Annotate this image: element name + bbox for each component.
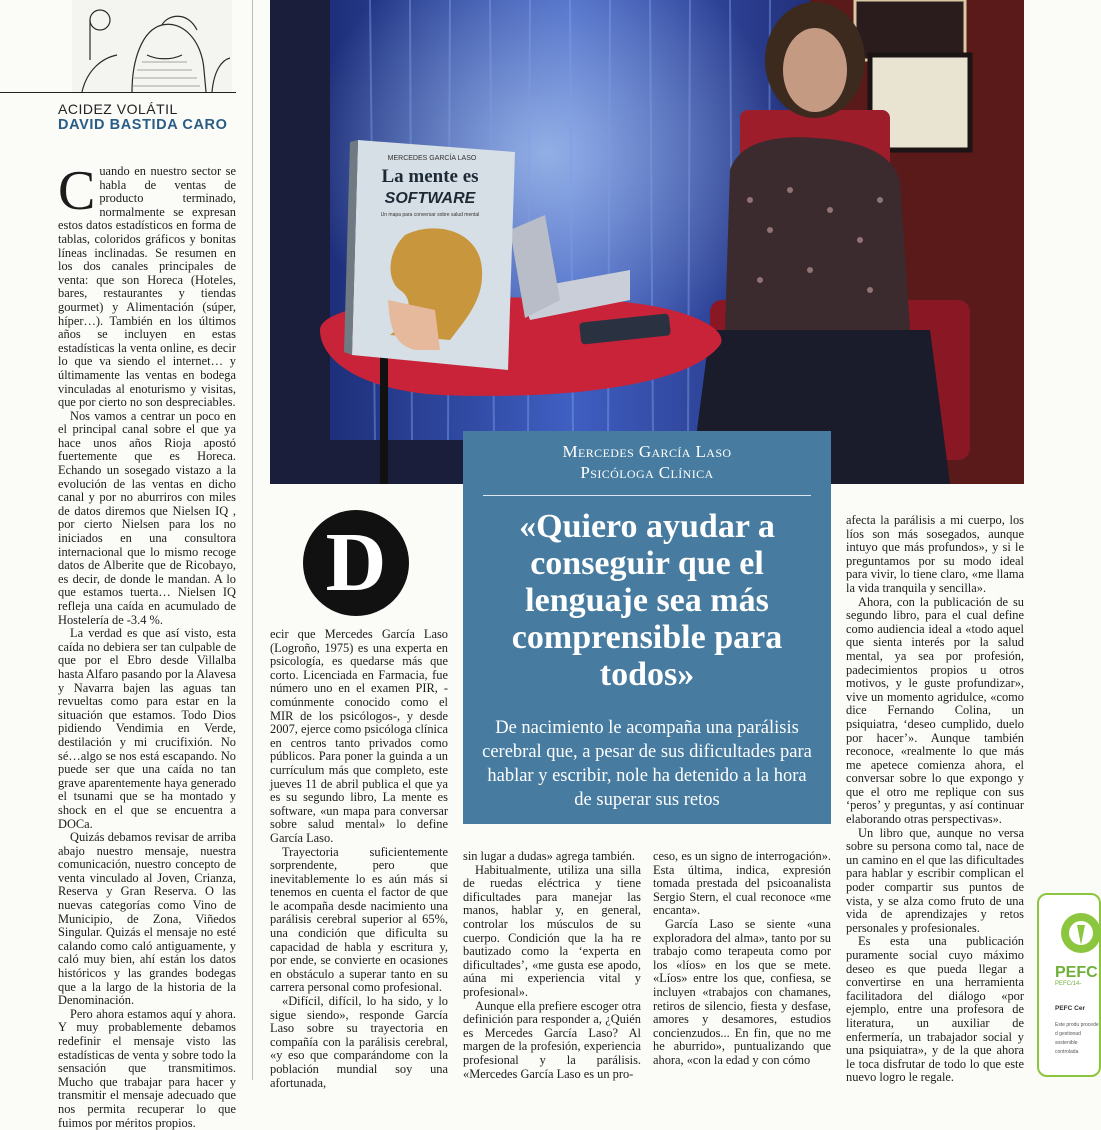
feature-kicker: [463, 441, 831, 483]
paragraph: La verdad es que así visto, esta caída no debiera ser tan culpable de que por el Ebro desde Villalba hasta Alfaro pasando por la Alavesa y Navarra bajen las aguas tan revueltas como para estar en la situación que estamos. Todo Dios pidiendo Vendimia en Verde, destilación y mi crucifixión. No sé…algo se nos está escapando. No puede ser que una caída no tan grave aparentemente haya generado el tsunami que se ha montado y shock en el que se encuentra a DOCa.: [58, 626, 236, 831]
pefc-cert: PEFC Cer: [1055, 1005, 1085, 1012]
interviewee-role: Psicóloga Clínica: [580, 463, 714, 482]
paragraph: afecta la parálisis a mi cuerpo, los líos son más sosegados, aunque intuyo que más profundos», y si le preguntamos por su modo ideal para vivir, lo tiene claro, «me llama la vida tranquila y sencilla».: [846, 513, 1024, 595]
paragraph: García Laso se siente «una exploradora del alma», tanto por su trabajo como terapeuta como por los «líos» en los que se mete. «Líos» entre los que, confiesa, se incluyen «trabajos con chamanes, retiros de silencio, fiesta y desfase, amores y desamores, estudios concienzudos... En fin, que no me he aburrido», puntualizando que ahora, «con la edad y con cómo: [653, 916, 831, 1067]
feature-photo: [270, 0, 1024, 484]
feature-drop-cap: D: [303, 510, 409, 616]
author-caricature: [72, 0, 232, 92]
paragraph: ceso, es un signo de interrogación». Esta última, indica, expresión tomada prestada del psicoanalista Sergio Stern, el cual reconoce «me encanta».: [653, 849, 831, 918]
pefc-tree-icon: [1055, 911, 1099, 961]
book-title-line2: SOFTWARE: [384, 190, 476, 207]
feature-header-box: [463, 431, 831, 824]
byline-rule: [0, 92, 236, 93]
paragraph: Aunque ella prefiere escoger otra definición para responder a, ¿Quién es Mercedes García Laso? Al margen de la profesión, experiencia profesional y la parálisis. «Mercedes García Laso es un pro-: [463, 998, 641, 1081]
paragraph: uando en nuestro sector se habla de ventas de producto terminado, normalmente se expresan estos datos estadísticos en forma de tablas, coloridos gráficos y bonitas líneas inclinadas. Se resumen en los dos canales principales de venta: que son Horeca (Hoteles, bares, restaurantes y tiendas gourmet) y Alimentación (súper, híper…). También en los últimos años se incluyen en estas estadísticas la venta online, es decir lo que va siendo el internet… y últimamente las ventas en bodega vinculadas al enoturismo y visitas, que por cierto no son despreciables.: [58, 164, 236, 410]
column-separator: [252, 0, 253, 1080]
pefc-badge: [1037, 893, 1101, 1077]
opinion-column: [58, 160, 236, 1130]
paragraph: ecir que Mercedes García Laso (Logroño, 1975) es una experta en psicología, es quedarse más que corto. Licenciada en Farmacia, fue número uno en el examen PIR, - comúnmente conocido como el MIR de los psicólogos-, y desde 2007, ejerce como psicóloga clínica en centros tanto privados como públicos. Para poner la guinda a un currículum más que completo, este jueves 11 de abril publica el que ya es su segundo libro, La mente es software, «un mapa para conversar sobre salud mental» lo define García Laso.: [270, 627, 448, 845]
feature-deck: De nacimiento le acompaña una parálisis cerebral que, a pesar de sus dificultades para hablar y escribir, nole ha detenido a la hora de superar sus retos: [482, 718, 812, 810]
book-subtitle: Un mapa para conversar sobre salud mental: [380, 212, 480, 218]
interviewee-name: Mercedes García Laso: [562, 442, 732, 461]
paragraph: Un libro que, aunque no versa sobre su persona como tal, nace de un camino en el que las dificultades para hablar y escribir complican el poder compartir sus puntos de vista, y se alza como fruto de una vida de aprendizajes y retos personales y profesionales.: [846, 825, 1024, 935]
book-cover-image: [344, 140, 515, 370]
paragraph: Nos vamos a centrar un poco en el principal canal sobre el que ya hace unos años Rioja apostó fuertemente que es Horeca. Echando un sosegado vistazo a la evolución de las ventas en dicho canal y por no aburriros con miles de datos diremos que Nielsen IQ , por cierto Nielsen para los no iniciados en una consultora internacional que lo mismo recoge datos de Alberite que de Ricobayo, es decir, de donde le mandan. A lo que estamos tuerta… Nielsen IQ refleja una caída en acumulado de Hostelería de -3.4 %.: [58, 408, 236, 627]
feature-column-3: [653, 850, 831, 1068]
paragraph: Ahora, con la publicación de su segundo libro, para el cual define como audiencia ideal a «todo aquel que sienta interés por la salud mental, ya sea por profesión, padecimientos propios u otros motivos, y le guste profundizar», vive un momento agridulce, «como dice Fernando Colina, un psiquiatra, ‘deseo cumplido, duelo por hacer’». Aunque también reconoce, «realmente lo que más me apetece comienza ahora, el conversar sobre lo que expongo y que el otro me replique con sus ‘peros’ y preguntas, y así continuar elaborando otras perspectivas».: [846, 594, 1024, 827]
opinion-drop-cap: C: [58, 160, 96, 222]
pefc-name: PEFC: [1055, 964, 1098, 981]
feature-column-1: [270, 628, 448, 1090]
kicker-rule: [483, 495, 811, 496]
book-title-line1: La mente es: [381, 166, 479, 187]
paragraph: Es esta una publicación puramente social cuyo máximo deseo es que pueda llegar a convertirse en una herramienta facilitadora del diálogo «por ejemplo, entre una profesora de literatura, un auxiliar de enfermería, un trabajador social y una psiquiatra», y de la que ahora le toca disfrutar de todo lo que este nuevo logro le regale.: [846, 934, 1024, 1085]
pefc-code: PEFC/14-: [1055, 981, 1082, 987]
paragraph: Trayectoria suficientemente sorprendente, pero que inevitablemente lo es aún más si tenemos en cuenta el factor de que le acompaña desde nacimiento una parálisis cerebral superior al 65%, una condición que dificulta su capacidad de habla y escritura y, por ende, se convierte en ocasiones en obstáculo a superar tanto en su carrera personal como profesional.: [270, 844, 448, 995]
paragraph: sin lugar a dudas» agrega también.: [463, 849, 636, 863]
paragraph: Quizás debamos revisar de arriba abajo nuestro mensaje, nuestra comunicación, nuestro concepto de venta vinculado al Joven, Crianza, Reserva y Gran Reserva. O las nuevas categorías como Vino de Municipio, de Zona, Viñedos Singular. Quizás el mensaje no esté calando como caló antiguamente, y caló muy bien, ahí están los datos históricos y las grandes bodegas que a la largo de la historia de la Denominación.: [58, 830, 236, 1008]
paragraph: «Difícil, difícil, lo ha sido, y lo sigue siendo», responde García Laso sobre su trayectoria en compañía con la parálisis cerebral, «y eso que comparándome con la población mundial soy una afortunada,: [270, 994, 448, 1090]
paragraph: Habitualmente, utiliza una silla de ruedas eléctrica y tiene dificultades para manejar las manos, hablar y, en general, controlar los músculos de su cuerpo. Condición que la ha re bautizado como la ‘experta en dificultades’, «me gusta ese apodo, aúna mi experiencia vital y profesional».: [463, 862, 641, 999]
paragraph: Pero ahora estamos aquí y ahora. Y muy probablemente debamos redefinir el mensaje visto las estadísticas de venta y sobre todo la sensación que transmitimos. Mucho que trabajar para hacer y transmitir el mensaje adecuado que nos permita recuperar lo que fuimos por méritos propios.: [58, 1006, 236, 1130]
author-name: DAVID BASTIDA CARO: [58, 117, 228, 133]
feature-column-4: [846, 514, 1024, 1085]
section-label: ACIDEZ VOLÁTIL: [58, 101, 178, 117]
feature-headline: «Quiero ayudar a conseguir que el lenguaje sea más comprensible para todos»: [511, 508, 783, 693]
book-author: MERCEDES GARCÍA LASO: [387, 155, 477, 162]
feature-column-2: [463, 850, 641, 1081]
pefc-notice: Este produ procede d gestionad sostenible controlada: [1055, 1022, 1099, 1055]
